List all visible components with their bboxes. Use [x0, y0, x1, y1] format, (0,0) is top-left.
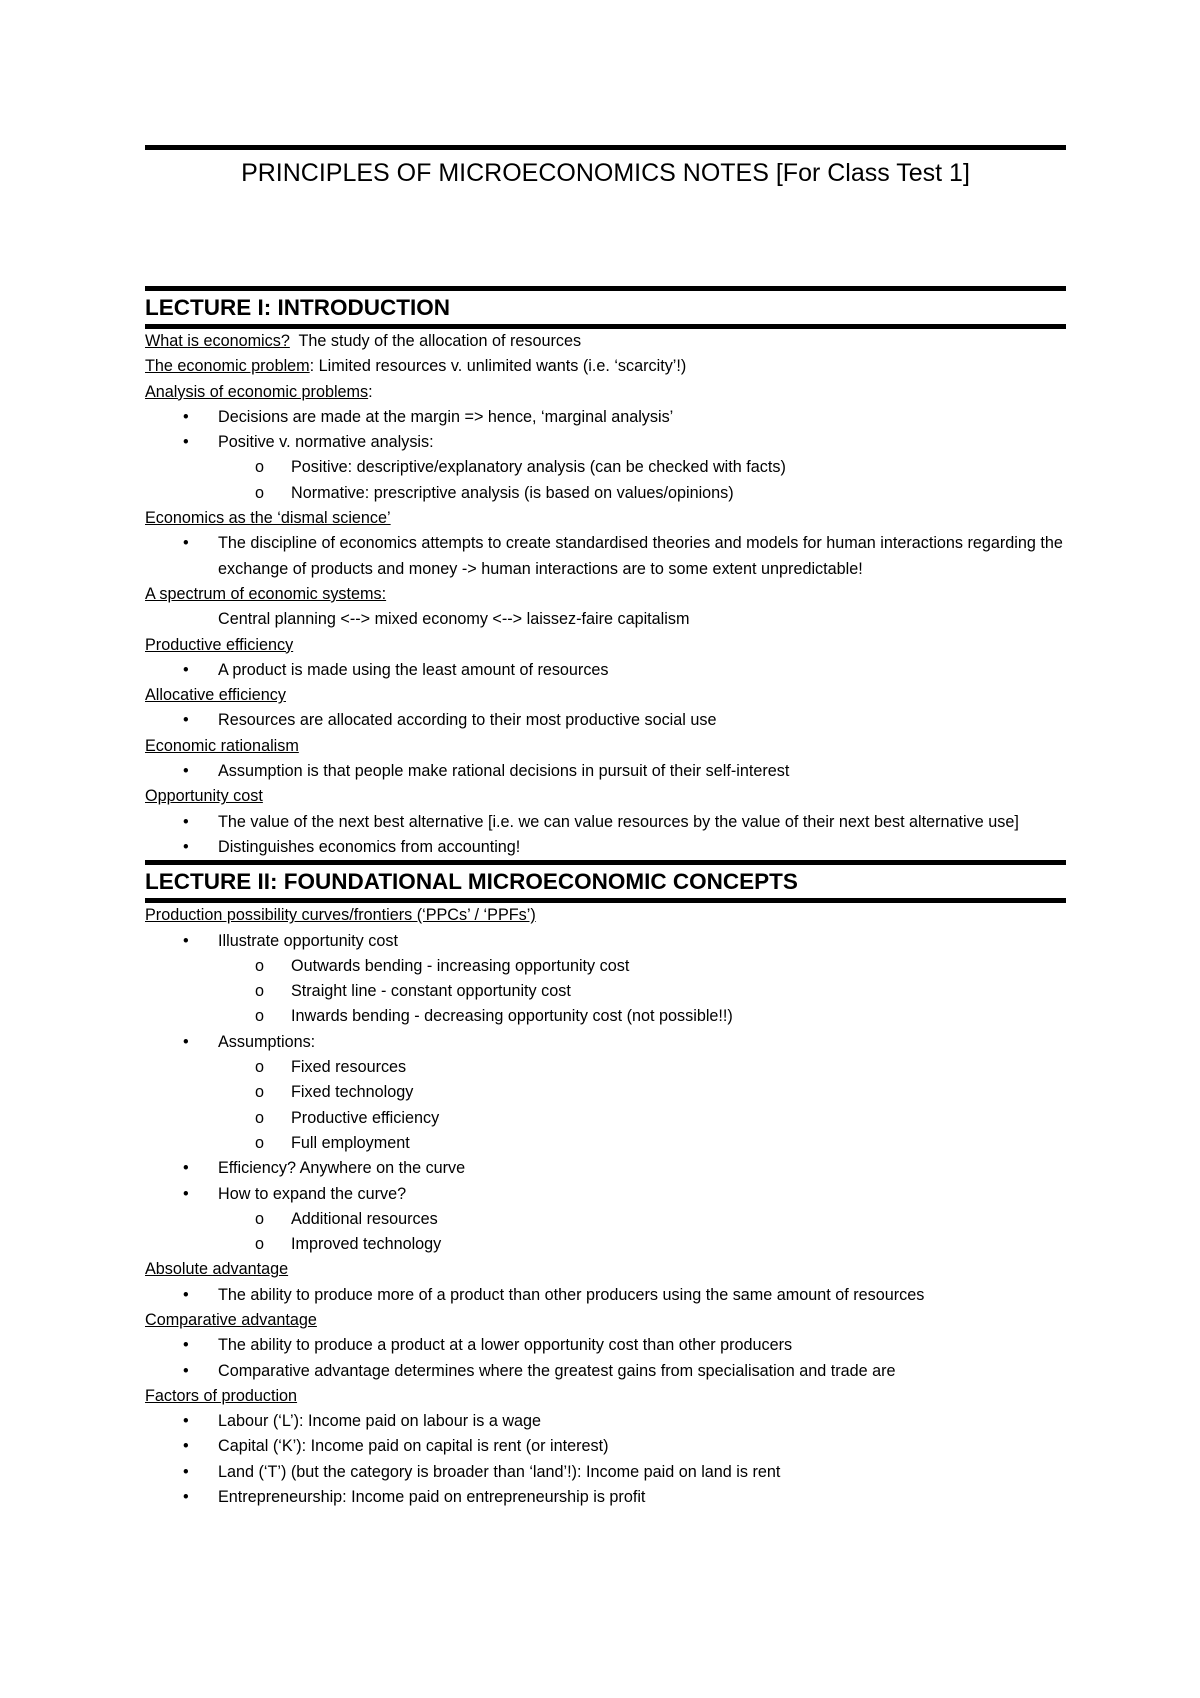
sub-bullet-text: Straight line - constant opportunity cost — [291, 982, 571, 1001]
sub-bullet-text: Inwards bending - decreasing opportunity cost (not possible!!) — [291, 1007, 733, 1026]
topic-text: The study of the allocation of resources — [289, 332, 582, 350]
topic-heading: What is economics? — [145, 332, 290, 350]
bullet-icon: • — [183, 711, 189, 730]
sub-bullet-item — [145, 455, 1066, 480]
line — [145, 1384, 1066, 1409]
sub-bullet-item — [145, 954, 1066, 979]
bullet-item — [145, 759, 1066, 784]
bullet-text: Decisions are made at the margin => hence, ‘marginal analysis’ — [218, 407, 674, 426]
sub-bullet-text: Fixed resources — [291, 1058, 407, 1077]
bullet-text: Comparative advantage determines where the greatest gains from specialisation and trade are — [218, 1361, 896, 1380]
bullet-text: How to expand the curve? — [218, 1184, 407, 1203]
sub-bullet-item — [145, 1004, 1066, 1029]
circle-bullet-icon: o — [255, 1133, 265, 1152]
bullet-icon: • — [183, 762, 189, 781]
circle-bullet-icon: o — [255, 1058, 265, 1077]
circle-bullet-icon: o — [255, 1108, 265, 1127]
sub-bullet-text: Productive efficiency — [291, 1108, 440, 1127]
sub-bullet-item — [145, 1232, 1066, 1257]
sub-bullet-item — [145, 481, 1066, 506]
line — [145, 506, 1066, 531]
bullet-item — [145, 1359, 1066, 1384]
topic-heading: Economics as the ‘dismal science’ — [145, 509, 391, 528]
sub-bullet-text: Normative: prescriptive analysis (is based on values/opinions) — [291, 483, 734, 502]
bullet-icon: • — [183, 1184, 189, 1203]
line — [145, 633, 1066, 658]
sub-bullet-item — [145, 1131, 1066, 1156]
bullet-text: The ability to produce a product at a lower opportunity cost than other producers — [218, 1336, 793, 1355]
bullet-icon: • — [183, 1285, 189, 1304]
bullet-icon: • — [183, 1488, 189, 1507]
sub-bullet-text: Fixed technology — [291, 1083, 414, 1102]
line — [145, 354, 1066, 379]
sub-bullet-item — [145, 1207, 1066, 1232]
bullet-icon: • — [183, 837, 189, 856]
bullet-item — [145, 708, 1066, 733]
bullet-item — [145, 1333, 1066, 1358]
line — [145, 380, 1066, 405]
circle-bullet-icon: o — [255, 1235, 265, 1254]
bullet-item — [145, 1485, 1066, 1510]
topic-heading: The economic problem — [145, 357, 310, 376]
bullet-text: Efficiency? Anywhere on the curve — [218, 1159, 466, 1178]
topic-heading: Analysis of economic problems — [145, 382, 369, 401]
bullet-icon: • — [183, 1437, 189, 1456]
bullet-text: Labour (‘L’): Income paid on labour is a wage — [218, 1412, 542, 1431]
bullet-icon: • — [183, 660, 189, 679]
sub-bullet-text: Outwards bending - increasing opportunity cost — [291, 956, 630, 975]
bullet-item — [145, 1434, 1066, 1459]
sub-bullet-item — [145, 979, 1066, 1004]
bullet-text: The value of the next best alternative [i.e. we can value resources by the value of their next best alternative use] — [218, 812, 1019, 831]
bullet-item — [145, 658, 1066, 683]
topic-heading: Factors of production — [145, 1386, 298, 1405]
topic-text: : — [368, 382, 373, 401]
circle-bullet-icon: o — [255, 1083, 265, 1102]
circle-bullet-icon: o — [255, 483, 265, 502]
circle-bullet-icon: o — [255, 1007, 265, 1026]
bullet-item — [145, 405, 1066, 430]
topic-heading: A spectrum of economic systems: — [145, 584, 387, 603]
topic-text: : Limited resources v. unlimited wants (i.e. ‘scarcity’!) — [309, 357, 687, 376]
plain-indented-line: Central planning <--> mixed economy <--> laissez-faire capitalism — [218, 610, 690, 629]
bullet-icon: • — [183, 931, 189, 950]
bullet-icon: • — [183, 407, 189, 426]
topic-heading: Comparative advantage — [145, 1310, 317, 1329]
bullet-text: Positive v. normative analysis: — [218, 433, 434, 452]
line — [145, 1308, 1066, 1333]
bullet-icon: • — [183, 812, 189, 831]
topic-heading: Productive efficiency — [145, 635, 294, 654]
bullet-icon: • — [183, 1361, 189, 1380]
bullet-text: Assumptions: — [218, 1032, 316, 1051]
bullet-item — [145, 929, 1066, 954]
sub-bullet-text: Positive: descriptive/explanatory analysis (can be checked with facts) — [291, 458, 786, 477]
line — [145, 582, 1066, 607]
bullet-item — [145, 1409, 1066, 1434]
bullet-icon: • — [183, 1412, 189, 1431]
page-title: PRINCIPLES OF MICROECONOMICS NOTES [For Class Test 1] — [241, 159, 970, 187]
bullet-item — [145, 1182, 1066, 1207]
sub-bullet-text: Improved technology — [291, 1235, 442, 1254]
topic-heading: Absolute advantage — [145, 1260, 289, 1279]
sub-bullet-text: Additional resources — [291, 1209, 438, 1228]
sub-bullet-item — [145, 1106, 1066, 1131]
line — [145, 1257, 1066, 1282]
bullet-icon: • — [183, 1462, 189, 1481]
line — [145, 329, 1066, 354]
bullet-item — [145, 835, 1066, 860]
bullet-text: Entrepreneurship: Income paid on entrepreneurship is profit — [218, 1488, 646, 1507]
title-rule-top — [145, 145, 1066, 150]
topic-heading: Allocative efficiency — [145, 686, 286, 705]
bullet-icon: • — [183, 1336, 189, 1355]
bullet-text: Capital (‘K’): Income paid on capital is rent (or interest) — [218, 1437, 609, 1456]
bullet-icon: • — [183, 534, 189, 553]
bullet-item — [145, 1460, 1066, 1485]
bullet-text: Illustrate opportunity cost — [218, 931, 398, 950]
bullet-item — [145, 430, 1066, 455]
bullet-text: Land (‘T’) (but the category is broader than ‘land’!): Income paid on land is rent — [218, 1462, 781, 1481]
sub-bullet-item — [145, 1055, 1066, 1080]
topic-heading: Economic rationalism — [145, 736, 299, 755]
topic-heading: Opportunity cost — [145, 787, 263, 806]
bullet-item — [145, 1030, 1066, 1055]
bullet-text: Assumption is that people make rational decisions in pursuit of their self-interest — [218, 762, 790, 781]
line — [145, 734, 1066, 759]
bullet-text: The ability to produce more of a product than other producers using the same amount of resources — [218, 1285, 925, 1304]
lecture1-body — [145, 329, 1066, 860]
document-page — [145, 0, 1066, 1510]
sub-bullet-item — [145, 1080, 1066, 1105]
bullet-item — [145, 1156, 1066, 1181]
lecture2-body — [145, 903, 1066, 1510]
sub-bullet-text: Full employment — [291, 1133, 410, 1152]
bullet-item — [145, 531, 1066, 582]
circle-bullet-icon: o — [255, 982, 265, 1001]
line — [145, 903, 1066, 928]
bullet-icon: • — [183, 1032, 189, 1051]
circle-bullet-icon: o — [255, 956, 265, 975]
bullet-text: Distinguishes economics from accounting! — [218, 837, 521, 856]
lecture2-heading: LECTURE II: FOUNDATIONAL MICROECONOMIC CONCEPTS — [145, 869, 798, 895]
lecture1-heading: LECTURE I: INTRODUCTION — [145, 295, 450, 320]
circle-bullet-icon: o — [255, 458, 265, 477]
line — [145, 683, 1066, 708]
circle-bullet-icon: o — [255, 1209, 265, 1228]
bullet-item — [145, 1283, 1066, 1308]
line — [145, 784, 1066, 809]
bullet-text: Resources are allocated according to their most productive social use — [218, 711, 717, 730]
bullet-icon: • — [183, 433, 189, 452]
topic-heading: Production possibility curves/frontiers (‘PPCs’ / ‘PPFs’) — [145, 906, 536, 925]
bullet-text: A product is made using the least amount of resources — [218, 660, 609, 679]
bullet-text: The discipline of economics attempts to create standardised theories and models for human interactions regarding the exchange of products and money -> human interactions are to some extent unpredictable! — [218, 534, 1063, 578]
bullet-item — [145, 810, 1066, 835]
bullet-icon: • — [183, 1159, 189, 1178]
